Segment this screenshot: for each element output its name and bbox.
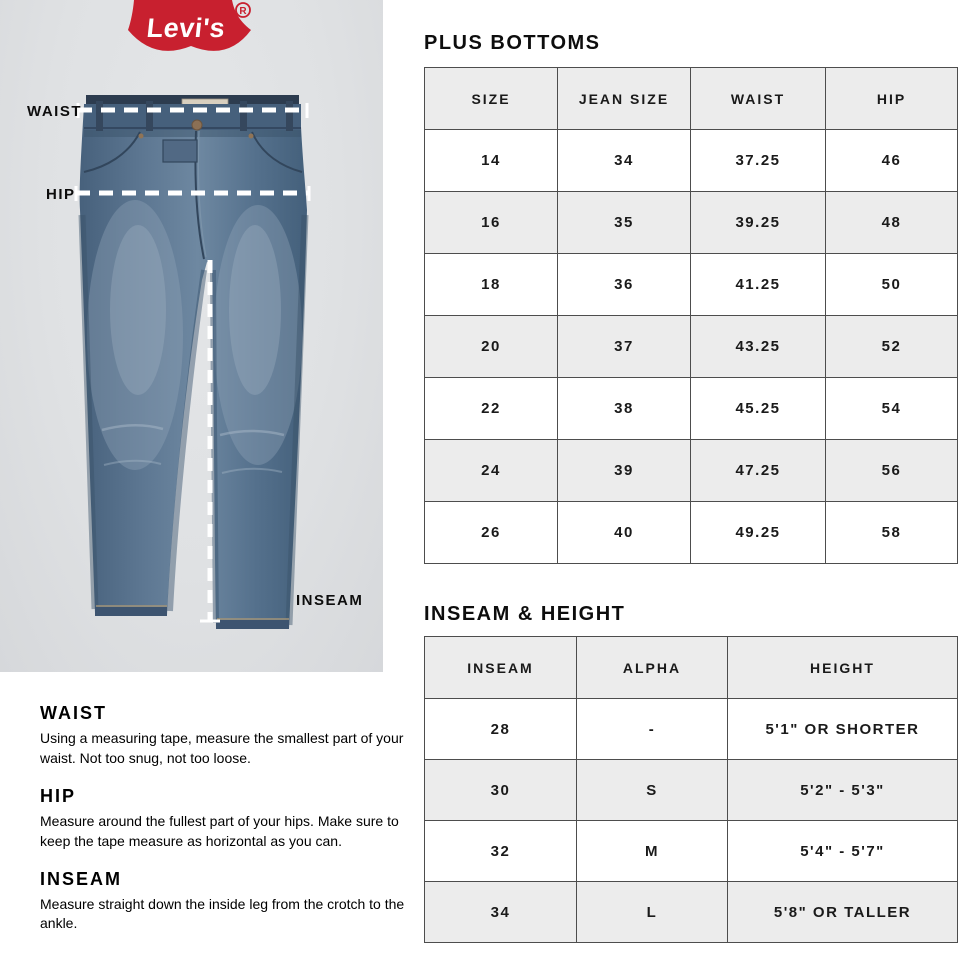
table-cell: 14 <box>425 130 558 192</box>
inseam-instruction <box>40 869 412 935</box>
table-cell: 58 <box>826 502 958 564</box>
table-cell: 41.25 <box>691 254 826 316</box>
waist-instruction-heading: WAIST <box>40 703 107 723</box>
inseam-height-title: INSEAM & HEIGHT <box>424 603 626 625</box>
column-header-inseam: INSEAM <box>425 637 577 699</box>
table-cell: 24 <box>425 440 558 502</box>
column-header-waist: WAIST <box>691 68 826 130</box>
inseam-instruction-heading: INSEAM <box>40 868 123 889</box>
table-cell: 50 <box>826 254 958 316</box>
table-row <box>425 254 958 316</box>
table-cell: 5'8" OR TALLER <box>728 882 958 943</box>
waist-label: WAIST <box>27 103 82 120</box>
table-cell: 39.25 <box>691 192 826 254</box>
table-cell: 38 <box>558 378 691 440</box>
hip-label: HIP <box>46 186 76 203</box>
table-cell: 40 <box>558 502 691 564</box>
levis-logo <box>127 0 257 58</box>
jeans-watch-pocket <box>163 140 197 162</box>
table-row <box>425 316 958 378</box>
table-cell: 20 <box>425 316 558 378</box>
inseam-height-table <box>424 636 958 943</box>
table-cell: 16 <box>425 192 558 254</box>
column-header-hip: HIP <box>826 68 958 130</box>
table-cell: 5'4" - 5'7" <box>728 821 958 882</box>
table-row <box>425 882 958 943</box>
hip-instruction <box>40 786 412 852</box>
table-cell: 35 <box>558 192 691 254</box>
table-cell: 45.25 <box>691 378 826 440</box>
table-cell: 22 <box>425 378 558 440</box>
table-cell: 5'1" OR SHORTER <box>728 699 958 760</box>
table-cell: 18 <box>425 254 558 316</box>
table-header-row <box>425 68 958 130</box>
column-header-alpha: ALPHA <box>577 637 728 699</box>
table-row <box>425 192 958 254</box>
table-row <box>425 130 958 192</box>
table-row <box>425 502 958 564</box>
jeans-diagram-panel <box>0 0 383 672</box>
waist-instruction <box>40 703 412 769</box>
hip-instruction-text: Measure around the fullest part of your hips. Make sure to keep the tape measure as horizontal as you can. <box>40 812 399 849</box>
table-cell: 30 <box>425 760 577 821</box>
jeans-button <box>192 120 202 130</box>
inseam-label: INSEAM <box>296 592 364 609</box>
levis-batwing-icon <box>127 0 257 58</box>
table-cell: 37.25 <box>691 130 826 192</box>
table-row <box>425 760 958 821</box>
table-cell: 37 <box>558 316 691 378</box>
table-row <box>425 440 958 502</box>
measurement-instructions <box>40 703 412 951</box>
table-cell: 46 <box>826 130 958 192</box>
table-cell: 36 <box>558 254 691 316</box>
table-row <box>425 699 958 760</box>
plus-bottoms-title: PLUS BOTTOMS <box>424 32 601 54</box>
table-cell: 49.25 <box>691 502 826 564</box>
svg-text:R: R <box>239 6 247 17</box>
table-row <box>425 378 958 440</box>
table-cell: - <box>577 699 728 760</box>
table-cell: 39 <box>558 440 691 502</box>
column-header-height: HEIGHT <box>728 637 958 699</box>
table-cell: 48 <box>826 192 958 254</box>
table-cell: L <box>577 882 728 943</box>
table-cell: 56 <box>826 440 958 502</box>
table-header-row <box>425 637 958 699</box>
svg-text:Levi's: Levi's <box>145 12 227 43</box>
table-cell: 5'2" - 5'3" <box>728 760 958 821</box>
table-cell: 54 <box>826 378 958 440</box>
table-cell: 28 <box>425 699 577 760</box>
table-row <box>425 821 958 882</box>
table-cell: 47.25 <box>691 440 826 502</box>
table-cell: 26 <box>425 502 558 564</box>
table-cell: 34 <box>558 130 691 192</box>
waist-instruction-text: Using a measuring tape, measure the smallest part of your waist. Not too snug, not too loose. <box>40 730 404 766</box>
jeans-illustration <box>0 85 383 650</box>
table-cell: M <box>577 821 728 882</box>
table-cell: 32 <box>425 821 577 882</box>
hip-instruction-heading: HIP <box>40 785 77 806</box>
column-header-size: SIZE <box>425 68 558 130</box>
column-header-jean-size: JEAN SIZE <box>558 68 691 130</box>
inseam-instruction-text: Measure straight down the inside leg from the crotch to the ankle. <box>40 895 405 932</box>
table-cell: 34 <box>425 882 577 943</box>
table-cell: S <box>577 760 728 821</box>
table-cell: 43.25 <box>691 316 826 378</box>
plus-bottoms-table <box>424 67 958 564</box>
table-cell: 52 <box>826 316 958 378</box>
registered-trademark-icon <box>236 3 250 17</box>
